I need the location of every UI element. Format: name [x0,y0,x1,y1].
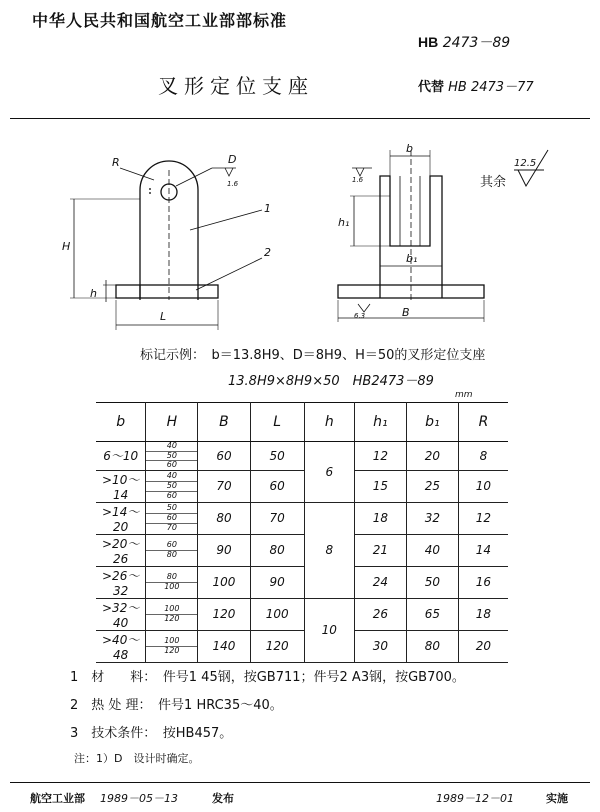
cell-R: 18 [458,598,508,630]
cell-L: 100 [250,598,304,630]
side-view [338,150,548,322]
cell-b1: 32 [406,502,458,534]
col-b: b [96,403,146,442]
col-B: B [198,403,250,442]
part-1: 1 [264,202,271,215]
table-row [96,630,508,662]
cell-h1: 15 [354,470,406,502]
standard-number [418,32,510,52]
cell-H: 40 50 60 [146,470,198,502]
unit-label: mm [455,390,473,400]
table-header-row [96,403,508,442]
table-row [96,442,508,471]
roughness-3: 6.3 [354,312,366,320]
cell-H: 50 60 70 [146,502,198,534]
cell-h: 10 [304,598,354,662]
cell-B: 90 [198,534,250,566]
table-row [96,502,508,534]
cell-B: 140 [198,630,250,662]
cell-b1: 20 [406,442,458,471]
cell-h1: 12 [354,442,406,471]
note-technical-conditions: 3 技术条件： 按HB457。 [70,726,233,741]
table-row [96,470,508,502]
header-rule [10,118,590,119]
label-h1: h₁ [338,216,350,229]
label-b: b [406,142,413,155]
note-heat-treatment: 2 热 处 理： 件号1 HRC35～40。 [70,698,283,713]
cell-b1: 65 [406,598,458,630]
cell-R: 8 [458,442,508,471]
cell-h: 6 [304,442,354,503]
table-row [96,598,508,630]
cell-h1: 30 [354,630,406,662]
footer-issuer: 航空工业部 [30,792,85,805]
cell-R: 12 [458,502,508,534]
roughness-1: 1.6 [227,180,239,188]
page-title: 叉形定位支座 [158,74,314,98]
footer-issue-label: 发布 [212,792,234,805]
marking-example: 标记示例： b＝13.8H9、D＝8H9、H＝50的叉形定位支座 [140,348,486,363]
col-H: H [146,403,198,442]
technical-drawing [0,130,600,340]
label-B: B [402,306,410,319]
cell-R: 14 [458,534,508,566]
label-b1: b₁ [406,252,418,265]
cell-h1: 26 [354,598,406,630]
cell-R: 16 [458,566,508,598]
cell-B: 60 [198,442,250,471]
cell-R: 10 [458,470,508,502]
standard-prefix: HB [418,34,439,50]
cell-h: 8 [304,502,354,598]
cell-H: 100 120 [146,630,198,662]
label-h: h [90,287,97,300]
cell-b1: 50 [406,566,458,598]
cell-B: 120 [198,598,250,630]
replaces [418,76,534,95]
replaces-number: HB 2473－77 [448,80,534,95]
cell-h1: 24 [354,566,406,598]
cell-b1: 80 [406,630,458,662]
cell-H: 100 120 [146,598,198,630]
label-D: D [228,153,237,166]
footer-effective-label: 实施 [546,792,568,805]
cell-B: 100 [198,566,250,598]
footnote: 注：1）D 设计时确定。 [74,752,200,765]
roughness-rest-value: 12.5 [514,158,537,169]
cell-b1: 40 [406,534,458,566]
replaces-label: 代替 [418,80,445,95]
standard-code: 2473－89 [442,35,511,51]
cell-L: 120 [250,630,304,662]
footer-issue-date: 1989－05－13 [100,792,178,805]
cell-b: >20～26 [96,534,146,566]
note-material: 1 材 料： 件号1 45钢，按GB711；件号2 A3钢，按GB700。 [70,670,465,685]
label-L: L [160,310,167,323]
roughness-rest-label: 其余 [480,175,507,190]
cell-H: 80 100 [146,566,198,598]
cell-b: >26～32 [96,566,146,598]
cell-B: 70 [198,470,250,502]
label-R: R [112,156,120,169]
cell-H: 60 80 [146,534,198,566]
cell-H: 40 50 60 [146,442,198,471]
cell-b: 6～10 [96,442,146,471]
footer-rule [10,782,590,783]
col-h1: h₁ [354,403,406,442]
label-H: H [62,240,71,253]
cell-L: 70 [250,502,304,534]
cell-h1: 21 [354,534,406,566]
cell-b1: 25 [406,470,458,502]
roughness-2: 1.6 [352,176,364,184]
cell-h1: 18 [354,502,406,534]
cell-L: 60 [250,470,304,502]
table-row [96,566,508,598]
cell-L: 50 [250,442,304,471]
cell-b: >14～20 [96,502,146,534]
marking-code: 13.8H9×8H9×50 HB2473－89 [228,374,434,389]
cell-R: 20 [458,630,508,662]
col-R: R [458,403,508,442]
cell-b: >32～40 [96,598,146,630]
cell-b: >40～48 [96,630,146,662]
table-row [96,534,508,566]
cell-L: 80 [250,534,304,566]
spec-table [96,402,508,663]
cell-L: 90 [250,566,304,598]
issuing-org: 中华人民共和国航空工业部部标准 [32,11,288,30]
part-2: 2 [264,246,271,259]
cell-B: 80 [198,502,250,534]
cell-b: >10～14 [96,470,146,502]
col-L: L [250,403,304,442]
col-h: h [304,403,354,442]
col-b1: b₁ [406,403,458,442]
footer-effective-date: 1989－12－01 [436,792,514,805]
